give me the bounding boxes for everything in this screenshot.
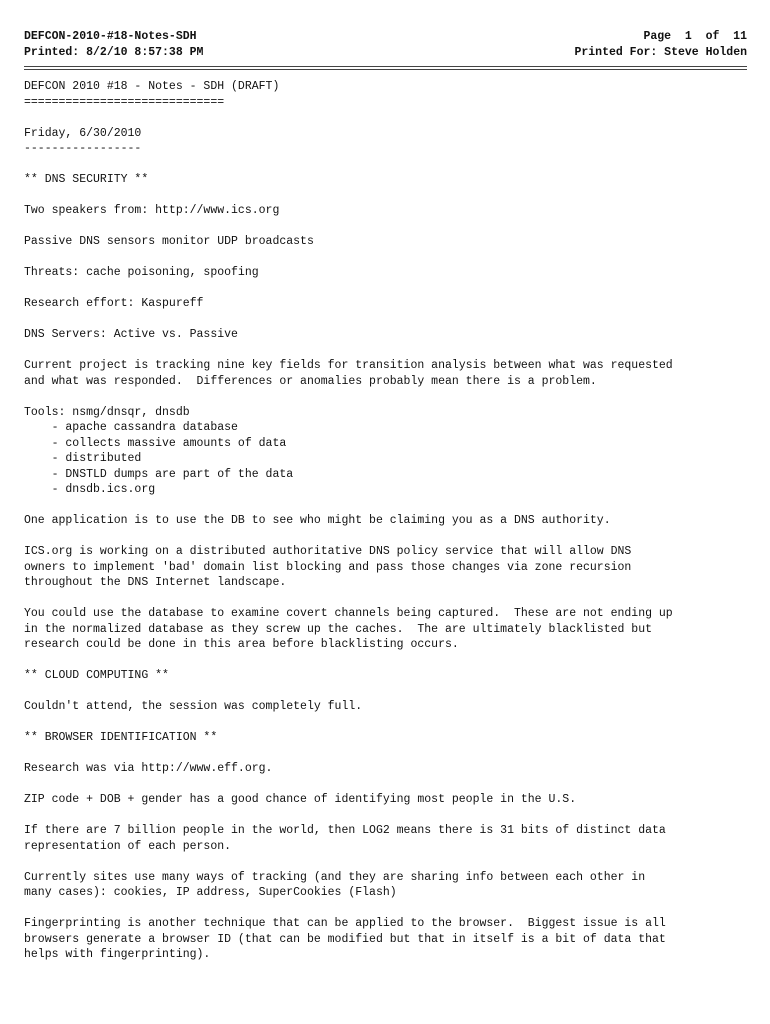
text-line: Threats: cache poisoning, spoofing [24, 266, 259, 279]
printed-timestamp: Printed: 8/2/10 8:57:38 PM [24, 45, 204, 59]
text-line: ZIP code + DOB + gender has a good chance of identifying most people in the U.S. [24, 793, 577, 806]
text-line [24, 250, 750, 266]
text-line: Tools: nsmg/dnsqr, dnsdb [24, 405, 190, 419]
text-line [24, 188, 750, 204]
text-line [24, 281, 750, 297]
text-line: DEFCON 2010 #18 - Notes - SDH (DRAFT) [24, 80, 280, 93]
text-line: Current project is tracking nine key fields for transition analysis between what was requested [24, 359, 673, 372]
text-line [24, 715, 750, 731]
document-id: DEFCON-2010-#18-Notes-SDH [24, 30, 197, 43]
text-line: representation of each person. [24, 839, 232, 853]
text-line: ** BROWSER IDENTIFICATION ** [24, 731, 218, 744]
text-line: Research effort: Kaspureff [24, 297, 204, 310]
text-line: ============================= [24, 95, 225, 109]
text-line: in the normalized database as they screw up the caches. The are ultimately blacklisted but [24, 622, 653, 636]
text-line: throughout the DNS Internet landscape. [24, 576, 287, 589]
text-line: - distributed [24, 452, 142, 465]
header-row-2 [24, 45, 747, 61]
document-body [24, 79, 750, 963]
text-line [24, 498, 750, 514]
text-line: ** DNS SECURITY ** [24, 173, 149, 186]
header-divider-top [24, 66, 747, 67]
text-line: many cases): cookies, IP address, SuperCookies (Flash) [24, 886, 397, 899]
text-line: One application is to use the DB to see who might be claiming you as a DNS authority. [24, 514, 611, 527]
text-line: Couldn't attend, the session was completely full. [24, 700, 363, 713]
text-line [24, 591, 750, 607]
text-line [24, 389, 750, 405]
text-line: - DNSTLD dumps are part of the data [24, 467, 294, 481]
text-line [24, 854, 750, 870]
text-line [24, 110, 750, 126]
text-line: ----------------- [24, 142, 142, 155]
text-line: - dnsdb.ics.org [24, 483, 156, 496]
text-line [24, 684, 750, 700]
text-line [24, 312, 750, 328]
text-line: helps with fingerprinting). [24, 948, 211, 961]
text-line [24, 777, 750, 793]
text-line [24, 653, 750, 669]
text-line [24, 808, 750, 824]
text-line [24, 901, 750, 917]
text-line: - apache cassandra database [24, 421, 238, 434]
text-line [24, 157, 750, 173]
text-line: owners to implement 'bad' domain list blocking and pass those changes via zone recursion [24, 560, 632, 574]
text-line: ** CLOUD COMPUTING ** [24, 669, 169, 682]
text-line: browsers generate a browser ID (that can be modified but that in itself is a bit of data that [24, 932, 666, 946]
text-line: Research was via http://www.eff.org. [24, 762, 273, 775]
page-number: Page 1 of 11 [643, 30, 747, 43]
text-line: If there are 7 billion people in the world, then LOG2 means there is 31 bits of distinct data [24, 824, 666, 837]
text-line: Fingerprinting is another technique that can be applied to the browser. Biggest issue is all [24, 917, 666, 930]
printed-for: Printed For: Steve Holden [574, 45, 747, 59]
page-header [24, 29, 747, 60]
header-row-1 [24, 29, 747, 45]
text-line: Passive DNS sensors monitor UDP broadcasts [24, 235, 314, 248]
text-line: research could be done in this area before blacklisting occurs. [24, 638, 459, 651]
text-line: DNS Servers: Active vs. Passive [24, 328, 238, 341]
text-line: and what was responded. Differences or anomalies probably mean there is a problem. [24, 374, 597, 388]
text-line: - collects massive amounts of data [24, 436, 287, 450]
text-line [24, 343, 750, 359]
text-line [24, 219, 750, 235]
text-line: You could use the database to examine covert channels being captured. These are not ending up [24, 607, 673, 620]
text-line [24, 746, 750, 762]
text-line: Currently sites use many ways of tracking (and they are sharing info between each other in [24, 870, 646, 884]
text-line: ICS.org is working on a distributed authoritative DNS policy service that will allow DNS [24, 545, 632, 558]
text-line: Friday, 6/30/2010 [24, 126, 142, 140]
text-line: Two speakers from: http://www.ics.org [24, 204, 280, 217]
header-divider-bottom [24, 69, 747, 70]
text-line [24, 529, 750, 545]
